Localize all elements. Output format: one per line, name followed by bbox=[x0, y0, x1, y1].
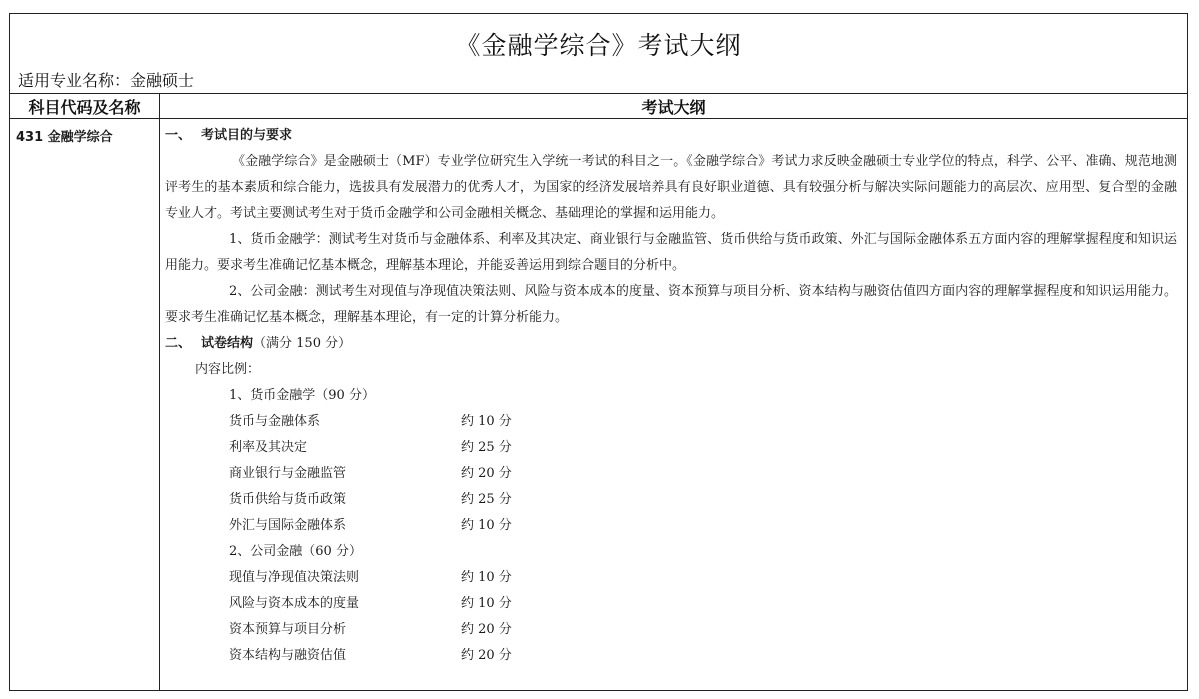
list-item bbox=[165, 591, 1177, 617]
item-name: 现值与净现值决策法则 bbox=[229, 570, 360, 585]
header-bottom-border bbox=[10, 118, 1187, 119]
list-item bbox=[165, 513, 1177, 539]
item-score: 约 20 分 bbox=[461, 622, 512, 637]
part-2-title: 2、公司金融（60 分） bbox=[229, 544, 362, 559]
list-item bbox=[165, 565, 1177, 591]
section-1-monetary-finance: 1、货币金融学：测试考生对货币与金融体系、利率及其决定、商业银行与金融监管、货币供给与货币政策、外汇与国际金融体系五方面内容的理解掌握程度和知识运用能力。要求考生准确记忆基本概念，理解基本理论，并能妥善运用到综合题目的分析中。 bbox=[165, 232, 1177, 273]
document-title: 《金融学综合》考试大纲 bbox=[455, 31, 742, 60]
section-2-title: 试卷结构 bbox=[201, 336, 254, 351]
item-score: 约 20 分 bbox=[461, 648, 512, 663]
item-score: 约 10 分 bbox=[461, 570, 512, 585]
section-1-heading bbox=[165, 123, 1177, 149]
header-subject-code: 科目代码及名称 bbox=[28, 98, 141, 117]
item-name: 风险与资本成本的度量 bbox=[229, 596, 360, 611]
content-ratio-label: 内容比例： bbox=[195, 362, 261, 377]
list-item bbox=[165, 461, 1177, 487]
section-1-number: 一、 bbox=[165, 128, 192, 143]
item-name: 货币与金融体系 bbox=[229, 414, 321, 429]
list-item bbox=[165, 617, 1177, 643]
section-1-intro: 《金融学综合》是金融硕士（MF）专业学位研究生入学统一考试的科目之一。《金融学综合》考试力求反映金融硕士专业学位的特点，科学、公平、准确、规范地测评考生的基本素质和综合能力，选拔具有发展潜力的优秀人才，为国家的经济发展培养具有良好职业道德、具有较强分析与解决实际问题能力的高层次、应用型、复合型的金融专业人才。考试主要测试考生对于货币金融学和公司金融相关概念、基础理论的掌握和运用能力。 bbox=[165, 154, 1177, 221]
section-2-title-note: （满分 150 分） bbox=[253, 336, 352, 351]
item-score: 约 25 分 bbox=[461, 492, 512, 507]
item-name: 货币供给与货币政策 bbox=[229, 492, 347, 507]
syllabus-frame bbox=[9, 13, 1188, 691]
part-1-title: 1、货币金融学（90 分） bbox=[229, 388, 375, 403]
syllabus-content bbox=[165, 123, 1177, 669]
header-syllabus: 考试大纲 bbox=[641, 98, 706, 117]
item-name: 资本预算与项目分析 bbox=[229, 622, 347, 637]
item-name: 外汇与国际金融体系 bbox=[229, 518, 347, 533]
section-2-heading bbox=[165, 331, 1177, 357]
section-1-corporate-finance: 2、公司金融：测试考生对现值与净现值决策法则、风险与资本成本的度量、资本预算与项目分析、资本结构与融资估值四方面内容的理解掌握程度和知识运用能力。要求考生准确记忆基本概念，理解基本理论，有一定的计算分析能力。 bbox=[165, 284, 1177, 325]
list-item bbox=[165, 487, 1177, 513]
item-name: 利率及其决定 bbox=[229, 440, 308, 455]
subject-code-name: 431 金融学综合 bbox=[16, 130, 113, 145]
item-score: 约 10 分 bbox=[461, 596, 512, 611]
column-divider bbox=[159, 93, 160, 690]
item-score: 约 20 分 bbox=[461, 466, 512, 481]
section-2-number: 二、 bbox=[165, 336, 192, 351]
item-name: 商业银行与金融监管 bbox=[229, 466, 347, 481]
section-1-title: 考试目的与要求 bbox=[201, 128, 293, 143]
table-top-border bbox=[10, 93, 1187, 94]
list-item bbox=[165, 643, 1177, 669]
item-score: 约 10 分 bbox=[461, 414, 512, 429]
item-name: 资本结构与融资估值 bbox=[229, 648, 347, 663]
item-score: 约 25 分 bbox=[461, 440, 512, 455]
major-label: 适用专业名称：金融硕士 bbox=[18, 71, 195, 90]
list-item bbox=[165, 435, 1177, 461]
list-item bbox=[165, 409, 1177, 435]
item-score: 约 10 分 bbox=[461, 518, 512, 533]
